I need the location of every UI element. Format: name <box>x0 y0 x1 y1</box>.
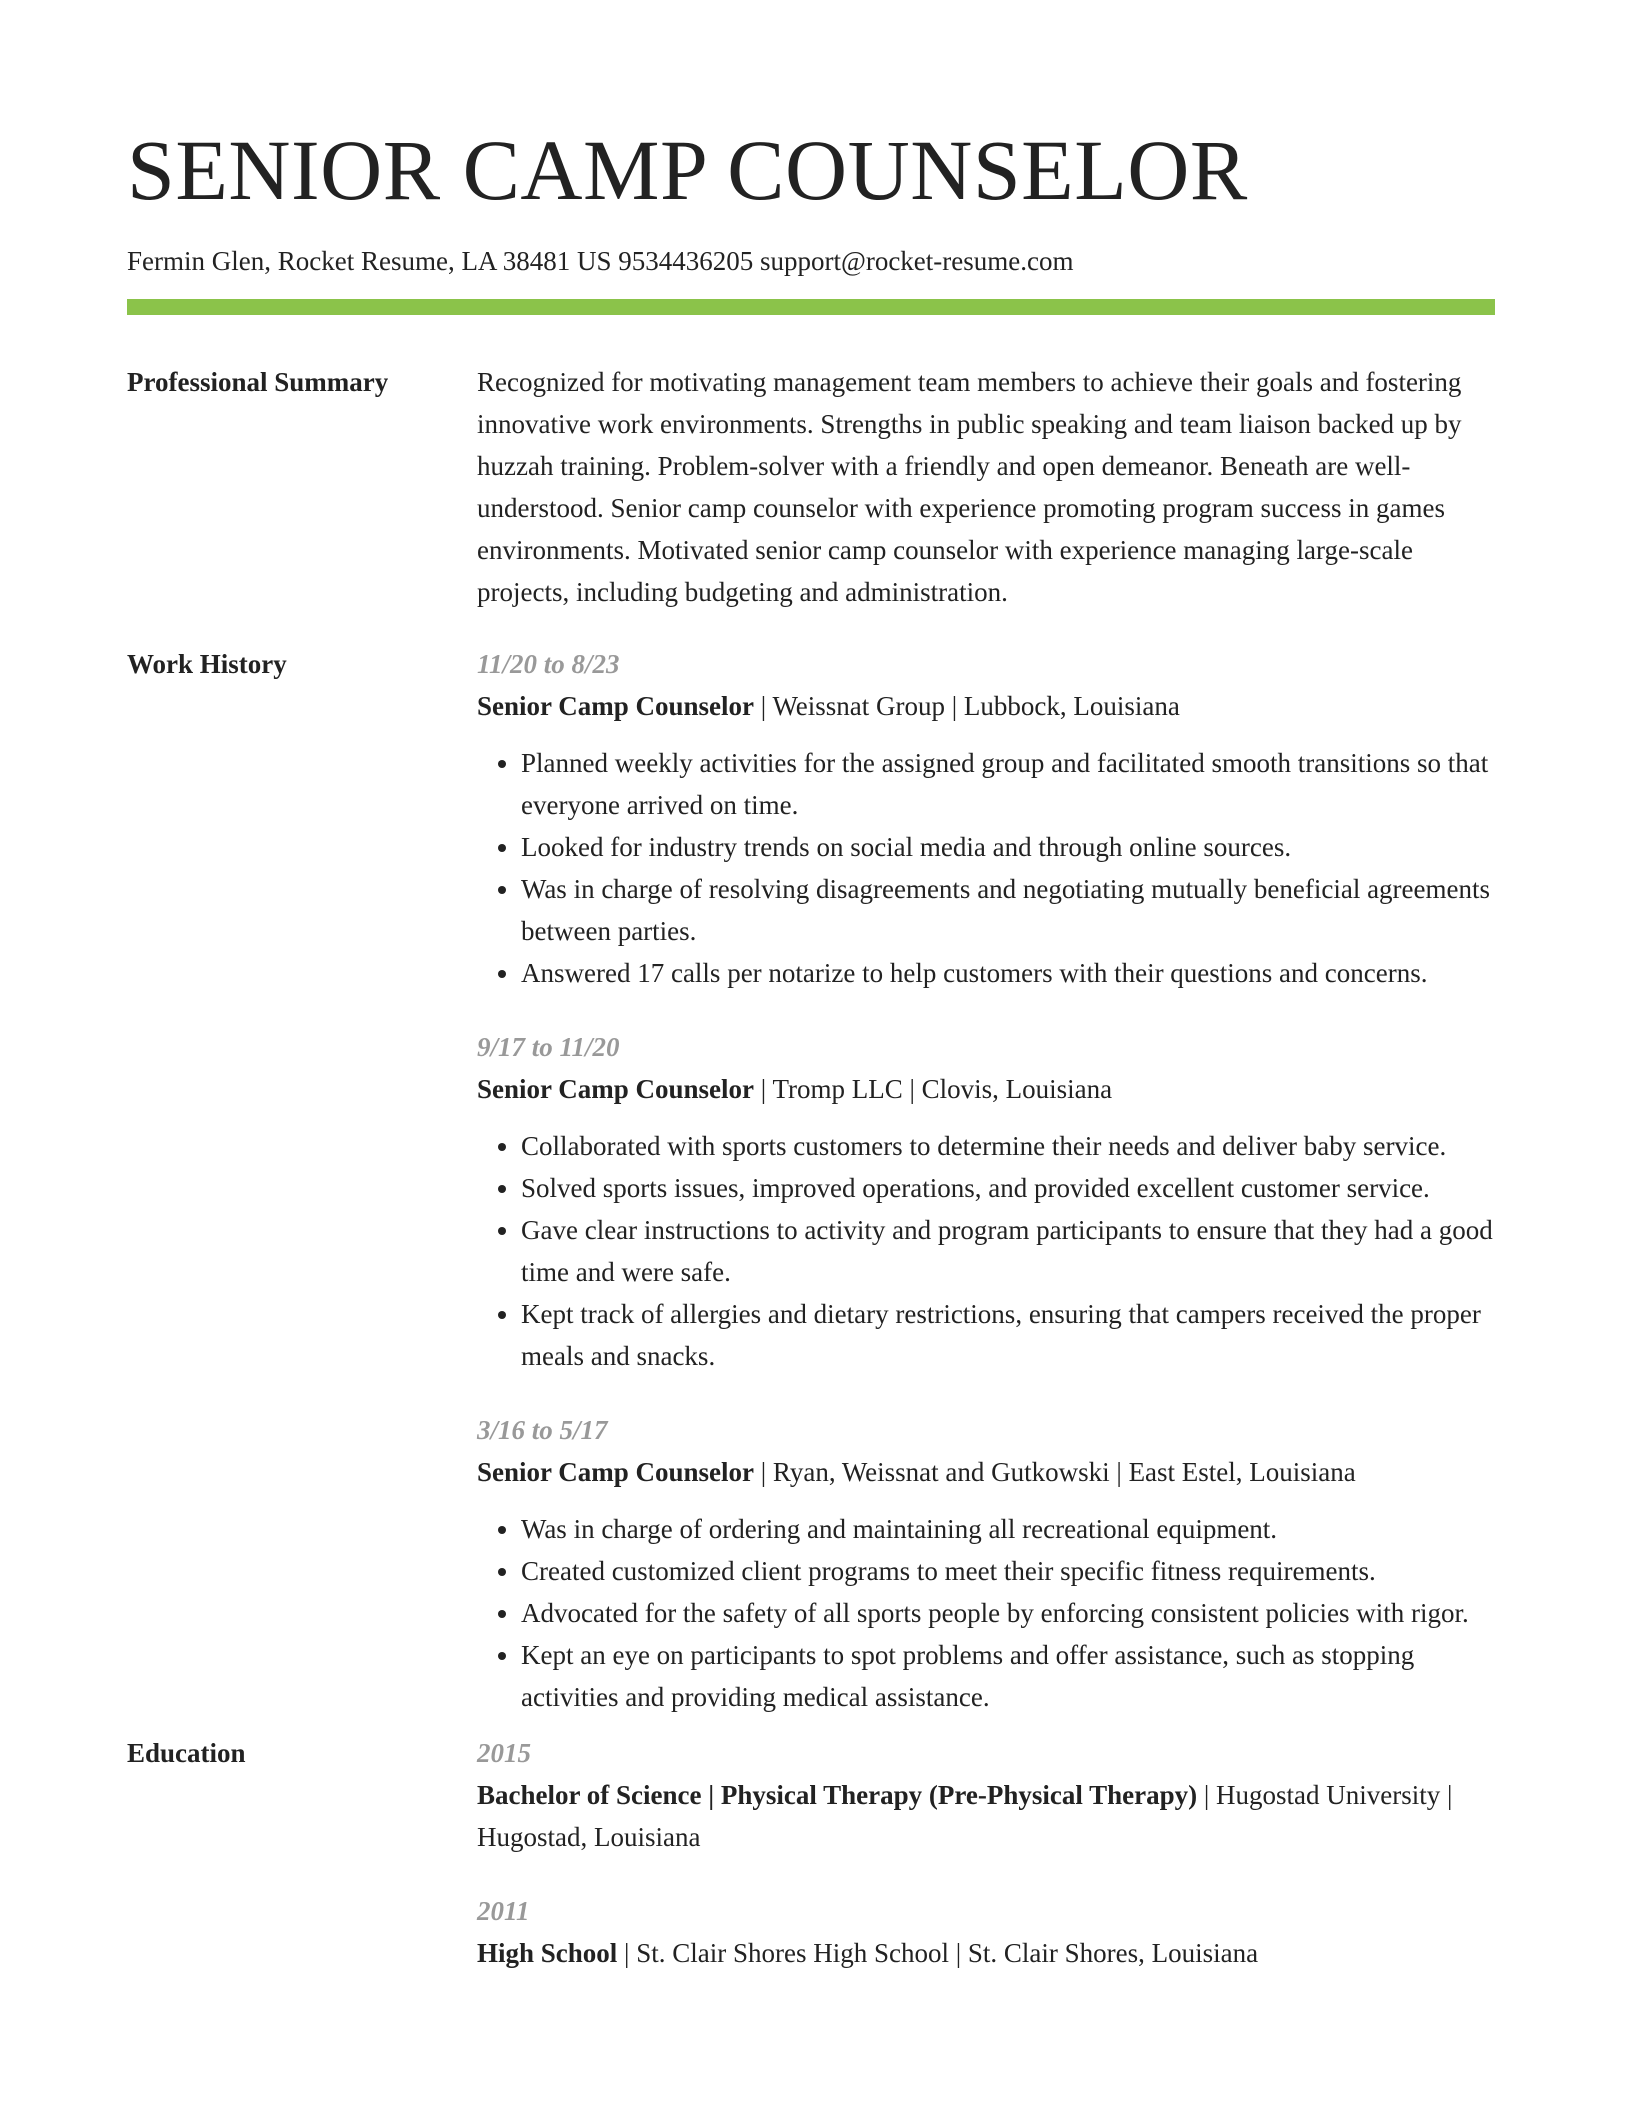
education-degree: High School <box>477 1938 618 1968</box>
education-list <box>477 1732 1495 1974</box>
job-bullet: • Gave clear instructions to activity and program participants to ensure that they had a good time and were safe. <box>521 1209 1495 1293</box>
job-bullet: • Kept track of allergies and dietary restrictions, ensuring that campers received the proper meals and snacks. <box>521 1293 1495 1377</box>
work-history-section <box>127 643 1495 1718</box>
job-entry <box>477 643 1495 994</box>
education-entry <box>477 1890 1495 1974</box>
job-bullet: • Kept an eye on participants to spot problems and offer assistance, such as stopping activities and providing medical assistance. <box>521 1634 1495 1718</box>
job-bullet: • Was in charge of resolving disagreements and negotiating mutually beneficial agreements between parties. <box>521 868 1495 952</box>
job-title: Senior Camp Counselor <box>477 1074 755 1104</box>
job-dates: 9/17 to 11/20 <box>477 1032 620 1062</box>
job-bullet: • Collaborated with sports customers to determine their needs and deliver baby service. <box>521 1125 1495 1167</box>
contact-line: Fermin Glen, Rocket Resume, LA 38481 US 9534436205 support@rocket-resume.com <box>127 246 1074 276</box>
summary-section <box>127 361 1495 613</box>
education-date: 2015 <box>477 1738 531 1768</box>
summary-text: Recognized for motivating management team members to achieve their goals and fostering innovative work environments. Strengths in public speaking and team liaison backed up by huzzah training. Problem-solver with a friendly and open demeanor. Beneath are well-understood. Senior camp counselor with experience promoting program success in games environments. Motivated senior camp counselor with experience managing large-scale projects, including budgeting and administration. <box>477 367 1462 607</box>
section-label-work-history: Work History <box>127 649 287 679</box>
job-bullet: • Planned weekly activities for the assigned group and facilitated smooth transitions so that everyone arrived on time. <box>521 742 1495 826</box>
education-details: | St. Clair Shores High School | St. Clair Shores, Louisiana <box>617 1938 1259 1968</box>
job-bullet: • Created customized client programs to meet their specific fitness requirements. <box>521 1550 1495 1592</box>
section-label-summary: Professional Summary <box>127 367 389 397</box>
education-entry <box>477 1732 1495 1858</box>
education-heading <box>477 1774 1495 1858</box>
education-details: | Hugostad University | Hugostad, Louisiana <box>477 1780 1453 1852</box>
job-bullet: • Solved sports issues, improved operations, and provided excellent customer service. <box>521 1167 1495 1209</box>
job-bullets <box>477 1508 1495 1718</box>
job-title: Senior Camp Counselor <box>477 1457 755 1487</box>
job-bullet: • Was in charge of ordering and maintaining all recreational equipment. <box>521 1508 1495 1550</box>
education-degree: Bachelor of Science | Physical Therapy (Pre-Physical Therapy) <box>477 1780 1198 1810</box>
resume-page <box>127 122 1495 1974</box>
job-heading <box>477 1451 1495 1493</box>
job-entry <box>477 1409 1495 1718</box>
job-entry <box>477 1026 1495 1377</box>
job-bullet: • Looked for industry trends on social media and through online sources. <box>521 826 1495 868</box>
education-section <box>127 1732 1495 1974</box>
education-heading <box>477 1932 1495 1974</box>
job-heading <box>477 685 1495 727</box>
job-details: | Tromp LLC | Clovis, Louisiana <box>754 1074 1113 1104</box>
job-dates: 3/16 to 5/17 <box>477 1415 608 1445</box>
resume-title: SENIOR CAMP COUNSELOR <box>127 122 1248 218</box>
job-title: Senior Camp Counselor <box>477 691 755 721</box>
job-bullets <box>477 1125 1495 1377</box>
job-details: | Ryan, Weissnat and Gutkowski | East Estel, Louisiana <box>754 1457 1356 1487</box>
education-date: 2011 <box>477 1896 530 1926</box>
job-bullets <box>477 742 1495 994</box>
job-heading <box>477 1068 1495 1110</box>
job-dates: 11/20 to 8/23 <box>477 649 620 679</box>
section-label-education: Education <box>127 1738 246 1768</box>
job-bullet: • Advocated for the safety of all sports people by enforcing consistent policies with rigor. <box>521 1592 1495 1634</box>
accent-divider <box>127 299 1495 315</box>
job-bullet: • Answered 17 calls per notarize to help customers with their questions and concerns. <box>521 952 1495 994</box>
job-details: | Weissnat Group | Lubbock, Louisiana <box>754 691 1180 721</box>
work-history-list <box>477 643 1495 1718</box>
